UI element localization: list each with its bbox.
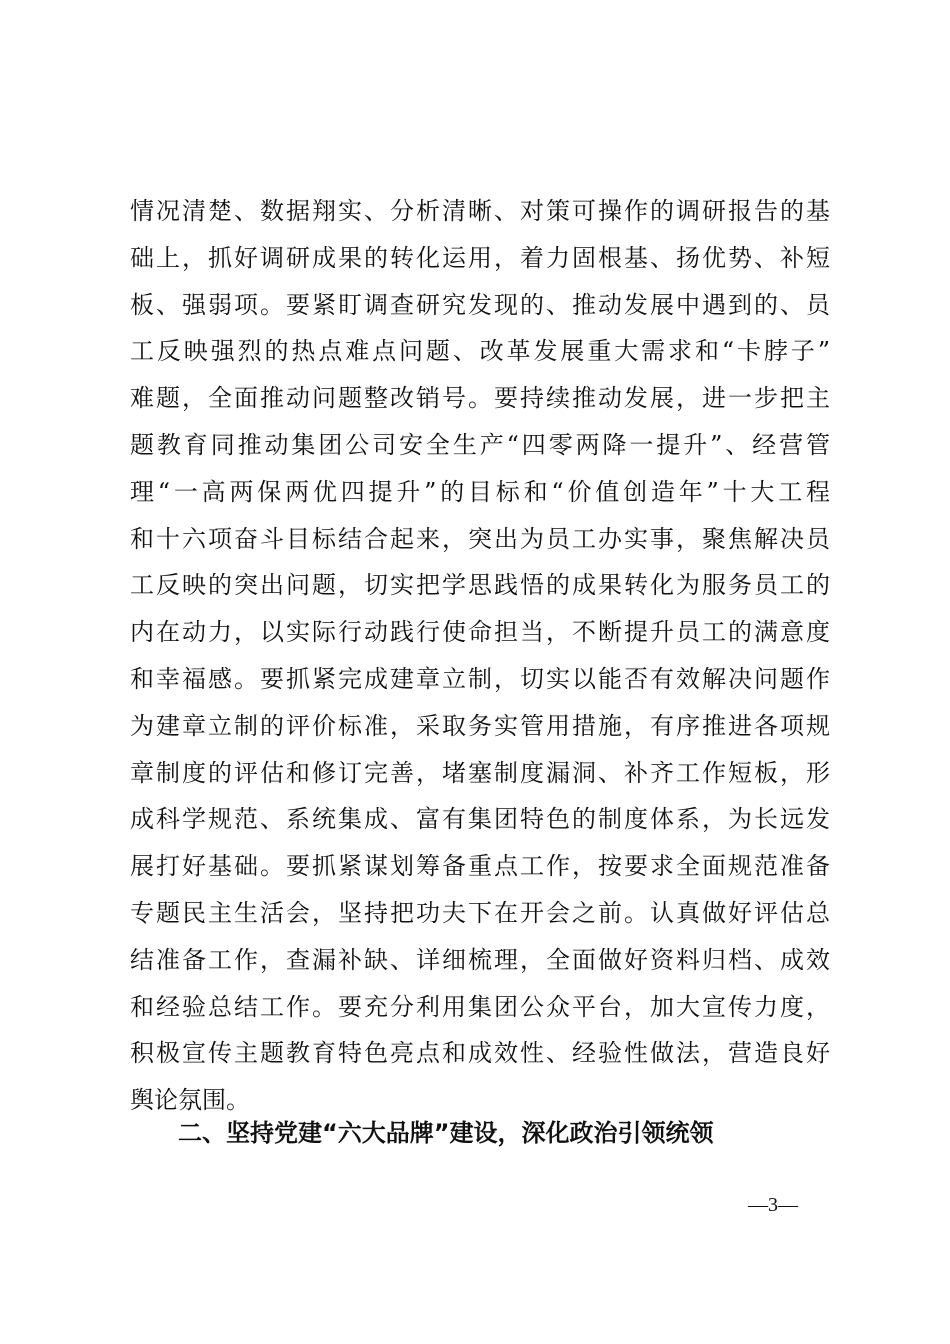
paragraph-line: 题教育同推动集团公司安全生产“四零两降一提升”、经营管	[130, 430, 830, 459]
paragraph-line: 板、强弱项。要紧盯调查研究发现的、推动发展中遇到的、员	[130, 290, 830, 319]
paragraph-line: 工反映的突出问题，切实把学思践悟的成果转化为服务员工的	[130, 571, 830, 600]
section-heading: 二、坚持党建“六大品牌”建设，深化政治引领统领	[178, 1119, 714, 1147]
paragraph-line: 章制度的评估和修订完善，堵塞制度漏洞、补齐工作短板，形	[130, 758, 830, 787]
paragraph-line: 为建章立制的评价标准，采取务实管用措施，有序推进各项规	[130, 711, 830, 740]
paragraph-line: 理“一高两保两优四提升”的目标和“价值创造年”十大工程	[130, 477, 830, 506]
paragraph-line: 工反映强烈的热点难点问题、改革发展重大需求和“卡脖子”	[130, 337, 830, 366]
paragraph-line: 和十六项奋斗目标结合起来，突出为员工办实事，聚焦解决员	[130, 524, 830, 553]
paragraph-line: 积极宣传主题教育特色亮点和成效性、经验性做法，营造良好	[130, 1039, 830, 1068]
paragraph-line: 和幸福感。要抓紧完成建章立制，切实以能否有效解决问题作	[130, 664, 830, 693]
paragraph-line: 专题民主生活会，坚持把功夫下在开会之前。认真做好评估总	[130, 898, 830, 927]
paragraph-line: 础上，抓好调研成果的转化运用，着力固根基、扬优势、补短	[130, 243, 830, 272]
paragraph-line: 和经验总结工作。要充分利用集团公众平台，加大宣传力度，	[130, 992, 830, 1021]
paragraph-line: 内在动力，以实际行动践行使命担当，不断提升员工的满意度	[130, 618, 830, 647]
paragraph-line: 难题，全面推动问题整改销号。要持续推动发展，进一步把主	[130, 384, 830, 413]
body-paragraph	[130, 188, 830, 1124]
paragraph-line: 情况清楚、数据翔实、分析清晰、对策可操作的调研报告的基	[130, 197, 830, 225]
paragraph-line: 结准备工作，查漏补缺、详细梳理，全面做好资料归档、成效	[130, 945, 830, 974]
page-number: —3—	[748, 1194, 798, 1216]
paragraph-line: 成科学规范、系统集成、富有集团特色的制度体系，为长远发	[130, 805, 830, 834]
paragraph-line: 展打好基础。要抓紧谋划筹备重点工作，按要求全面规范准备	[130, 852, 830, 881]
paragraph-line: 舆论氛围。	[130, 1086, 250, 1115]
